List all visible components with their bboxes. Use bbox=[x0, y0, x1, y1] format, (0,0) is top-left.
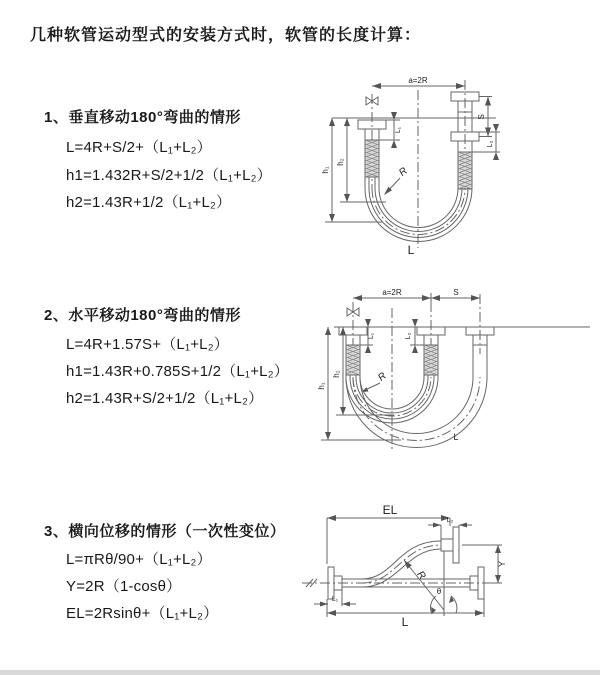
label-s: S bbox=[477, 114, 486, 120]
dim-el bbox=[327, 503, 450, 564]
formula-s2-L: L=4R+1.57S+（L₁+L₂） bbox=[66, 336, 229, 353]
diagram-lateral-displacement bbox=[298, 498, 600, 670]
label-theta: θ bbox=[436, 587, 442, 596]
dim-l2 bbox=[405, 319, 424, 353]
label-L: L bbox=[401, 615, 409, 629]
dim-l1-bottom bbox=[314, 590, 356, 607]
dim-a2r-s bbox=[353, 288, 480, 303]
label-y: Y bbox=[497, 560, 507, 568]
label-s: S bbox=[453, 288, 459, 297]
label-h2: h₂ bbox=[336, 158, 345, 166]
label-r: R bbox=[397, 165, 410, 179]
label-a2r: a=2R bbox=[408, 76, 428, 85]
dim-a2r bbox=[372, 76, 465, 89]
hose-s-curve bbox=[362, 541, 441, 587]
centerlines bbox=[302, 579, 494, 587]
formula-s2-h1: h1=1.43R+0.785S+1/2（L₁+L₂） bbox=[66, 363, 289, 380]
dim-l1 bbox=[379, 112, 402, 148]
hose-u-bend-wide bbox=[346, 377, 487, 448]
page-bottom-edge bbox=[0, 670, 600, 675]
formula-s3-Y: Y=2R（1-cosθ） bbox=[66, 578, 182, 595]
label-l2: L₂ bbox=[405, 332, 412, 340]
label-h1: h₁ bbox=[317, 382, 326, 390]
left-pipe-fitting bbox=[358, 120, 386, 177]
label-L: L bbox=[453, 432, 459, 442]
section-2-heading: 2、水平移动180°弯曲的情形 bbox=[44, 307, 241, 324]
formula-s3-EL: EL=2Rsinθ+（L₁+L₂） bbox=[66, 605, 219, 622]
label-l2: L₂ bbox=[446, 517, 454, 524]
label-l1: L₁ bbox=[395, 126, 402, 134]
label-el: EL bbox=[382, 503, 398, 517]
label-h2: h₂ bbox=[332, 370, 341, 378]
section-1-heading: 1、垂直移动180°弯曲的情形 bbox=[44, 109, 241, 126]
formula-s2-h2: h2=1.43R+S/2+1/2（L₁+L₂） bbox=[66, 390, 264, 407]
label-r: R bbox=[376, 370, 389, 384]
centerlines bbox=[372, 80, 465, 248]
label-r: R bbox=[414, 569, 428, 582]
centerlines bbox=[353, 294, 480, 450]
page-title: 几种软管运动型式的安装方式时，软管的长度计算： bbox=[30, 27, 422, 44]
label-l2: L₂ bbox=[487, 140, 494, 148]
section-3-heading: 3、横向位移的情形（一次性变位） bbox=[44, 523, 286, 540]
diagram-horizontal-180-bend bbox=[306, 282, 596, 457]
label-L: L bbox=[407, 243, 415, 257]
dim-h2 bbox=[332, 327, 394, 415]
formula-s1-L: L=4R+S/2+（L₁+L₂） bbox=[66, 139, 212, 156]
diagram-vertical-180-bend bbox=[310, 70, 595, 260]
dim-l2-top bbox=[428, 517, 472, 539]
label-l1: L₁ bbox=[368, 332, 375, 340]
radius-leader bbox=[384, 166, 410, 195]
label-h1: h₁ bbox=[321, 166, 330, 174]
formula-s1-h1: h1=1.432R+S/2+1/2（L₁+L₂） bbox=[66, 167, 272, 184]
label-l1: L₁ bbox=[331, 596, 339, 603]
label-a2r: a=2R bbox=[382, 288, 402, 297]
dim-s bbox=[477, 97, 492, 137]
formula-s1-h2: h2=1.43R+1/2（L₁+L₂） bbox=[66, 194, 232, 211]
formula-s3-L: L=πRθ/90+（L₁+L₂） bbox=[66, 551, 212, 568]
radius-leader bbox=[362, 371, 389, 392]
dim-l1 bbox=[360, 319, 375, 353]
